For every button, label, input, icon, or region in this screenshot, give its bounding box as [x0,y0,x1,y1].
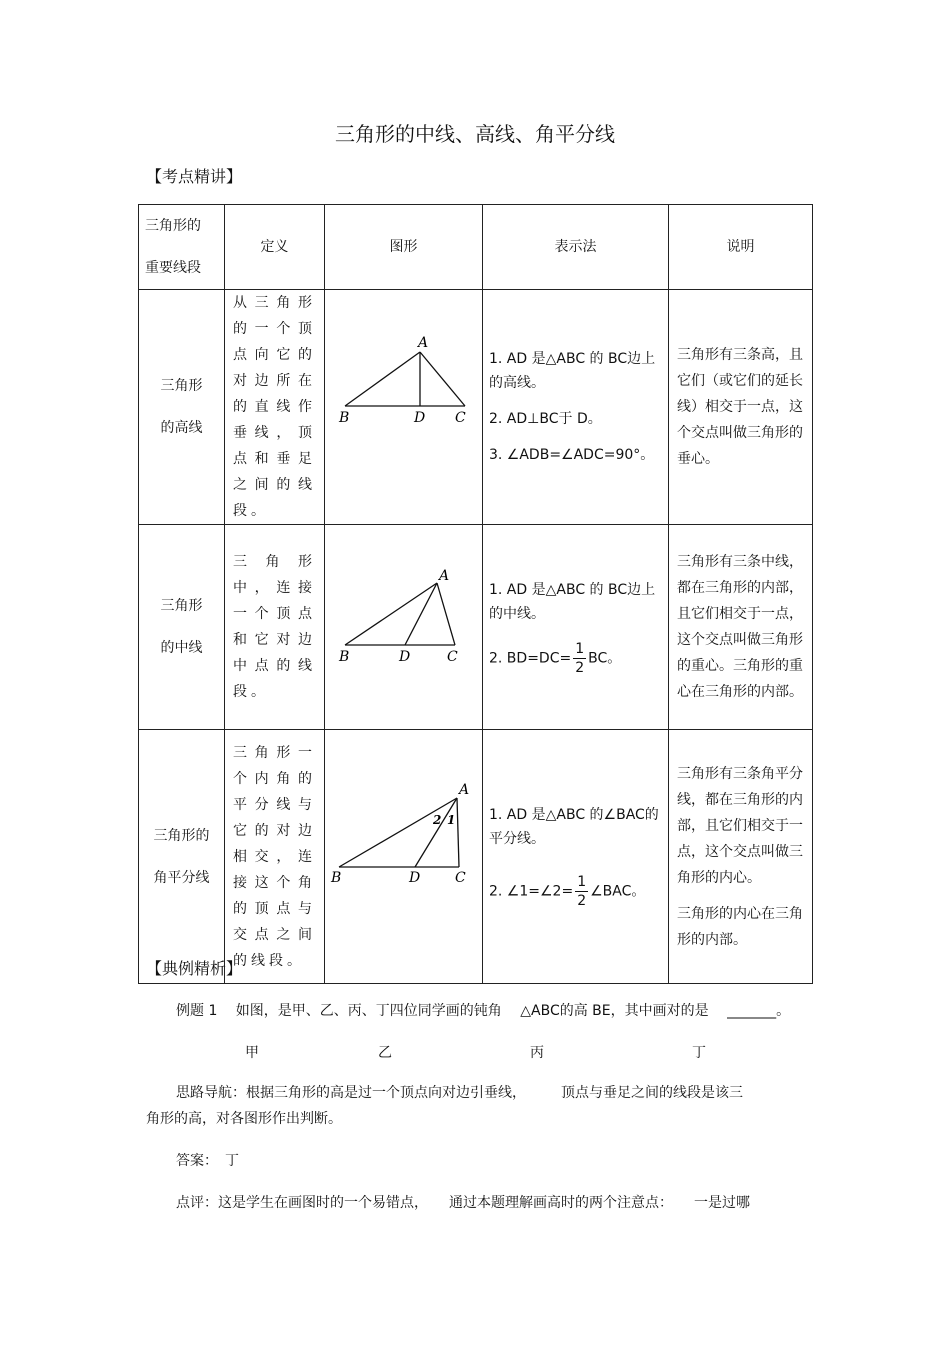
option-ding: 丁 [692,1045,706,1061]
type-line1: 三角形 [160,378,203,394]
fraction-denominator: 2 [577,893,587,909]
fraction-numerator: 1 [575,640,585,657]
header-explanation: 说明 [669,205,813,290]
thinking-guide-line1: 思路导航：根据三角形的高是过一个顶点向对边引垂线， 顶点与垂足之间的线段是该三 [176,1085,743,1101]
vertex-label-c: C [447,649,458,665]
section-heading-key-points: 【考点精讲】 [146,167,243,186]
vertex-label-a: A [459,782,470,798]
type-bisector [139,730,225,984]
notation-altitude [483,290,669,525]
concept-table [138,204,813,984]
table-row-bisector [139,730,813,984]
vertex-label-c: C [455,409,466,426]
median-triangle-diagram [325,525,483,720]
option-jia: 甲 [245,1045,259,1061]
explanation-median [669,525,813,730]
example-1-question: 例题 1 如图，是甲、乙、丙、丁四位同学画的钝角 △ABC的高 BE，其中画对的是 _______。 [176,1003,791,1019]
explanation-text: 三角形的内心在三角形的内部。 [677,905,803,948]
header-type-line1: 三角形的 [145,218,201,234]
thinking-guide-line2: 角形的高，对各图形作出判断。 [146,1111,342,1127]
header-figure: 图形 [325,205,483,290]
vertex-label-a: A [439,568,450,584]
altitude-triangle-diagram [325,292,483,514]
notation-prefix: 2. ∠1=∠2= [489,883,574,900]
type-median [139,525,225,730]
figure-altitude [325,290,483,525]
table-row-median [139,525,813,730]
explanation-bisector [669,730,813,984]
option-bing: 丙 [530,1045,544,1061]
vertex-label-d: D [409,870,421,886]
vertex-label-b: B [331,870,342,886]
fraction-half [575,873,588,910]
notation-median [483,525,669,730]
notation-suffix: ∠BAC。 [590,883,646,900]
explanation-text: 三角形有三条角平分线，都在三角形的内部，且它们相交于一点，这个交点叫做三角形的内心。 [677,765,803,886]
definition-bisector: 三角形一个内角的平分线与它的对边相交，连接这个角的顶点与交点之间的线段。 [225,730,325,984]
definition-median: 三角形中，连接一个顶点和它对边中点的线段。 [225,525,325,730]
notation-bisector [483,730,669,984]
type-line1: 三角形 [160,598,203,614]
page-title: 三角形的中线、高线、角平分线 [335,122,615,146]
vertex-label-b: B [339,409,350,426]
notation-prefix: 2. BD=DC= [489,650,572,666]
notation-line: 3. ∠ADB=∠ADC=90°。 [489,447,655,463]
option-yi: 乙 [378,1045,392,1061]
notation-line [489,640,662,677]
type-altitude [139,290,225,525]
fraction-denominator: 2 [575,659,585,676]
vertex-label-b: B [339,649,350,665]
vertex-label-c: C [455,870,466,886]
type-line2: 的高线 [160,420,203,436]
figure-bisector [325,730,483,984]
notation-line: 2. AD⊥BC于 D。 [489,411,602,427]
section-heading-examples: 【典例精析】 [146,959,243,978]
explanation-altitude [669,290,813,525]
figure-median [325,525,483,730]
angle-label-2: 2 [433,813,442,827]
explanation-text: 三角形有三条高，且它们（或它们的延长线）相交于一点，这个交点叫做三角形的垂心。 [677,347,803,467]
vertex-label-d: D [414,409,426,426]
comment-text: 点评：这是学生在画图时的一个易错点， 通过本题理解画高时的两个注意点： 一是过哪 [176,1195,750,1211]
type-line1: 三角形的 [153,827,210,844]
angle-label-1: 1 [447,813,456,827]
header-definition: 定义 [225,205,325,290]
fraction-numerator: 1 [577,874,587,890]
explanation-text: 三角形有三条中线，都在三角形的内部，且它们相交于一点，这个交点叫做三角形的重心。三角形的重心在三角形的内部。 [677,554,803,700]
answer-text: 答案： 丁 [176,1153,239,1169]
fraction-half [573,640,586,677]
table-row-altitude [139,290,813,525]
vertex-label-a: A [418,334,429,351]
type-line2: 角平分线 [153,869,210,886]
notation-line: 1. AD 是△ABC 的 BC边上的中线。 [489,581,656,622]
header-type [139,205,225,290]
notation-line: 1. AD 是△ABC 的∠BAC的平分线。 [489,807,659,847]
notation-line [489,873,662,910]
vertex-label-d: D [399,649,411,665]
type-line2: 的中线 [160,640,203,656]
definition-altitude: 从三角形的一个顶点向它的对边所在的直线作垂线，顶点和垂足之间的线段。 [225,290,325,525]
header-notation: 表示法 [483,205,669,290]
header-type-line2: 重要线段 [145,260,201,276]
bisector-triangle-diagram [325,730,483,974]
notation-line: 1. AD 是△ABC 的 BC边上的高线。 [489,351,656,391]
notation-suffix: BC。 [588,650,622,666]
table-header-row [139,205,813,290]
